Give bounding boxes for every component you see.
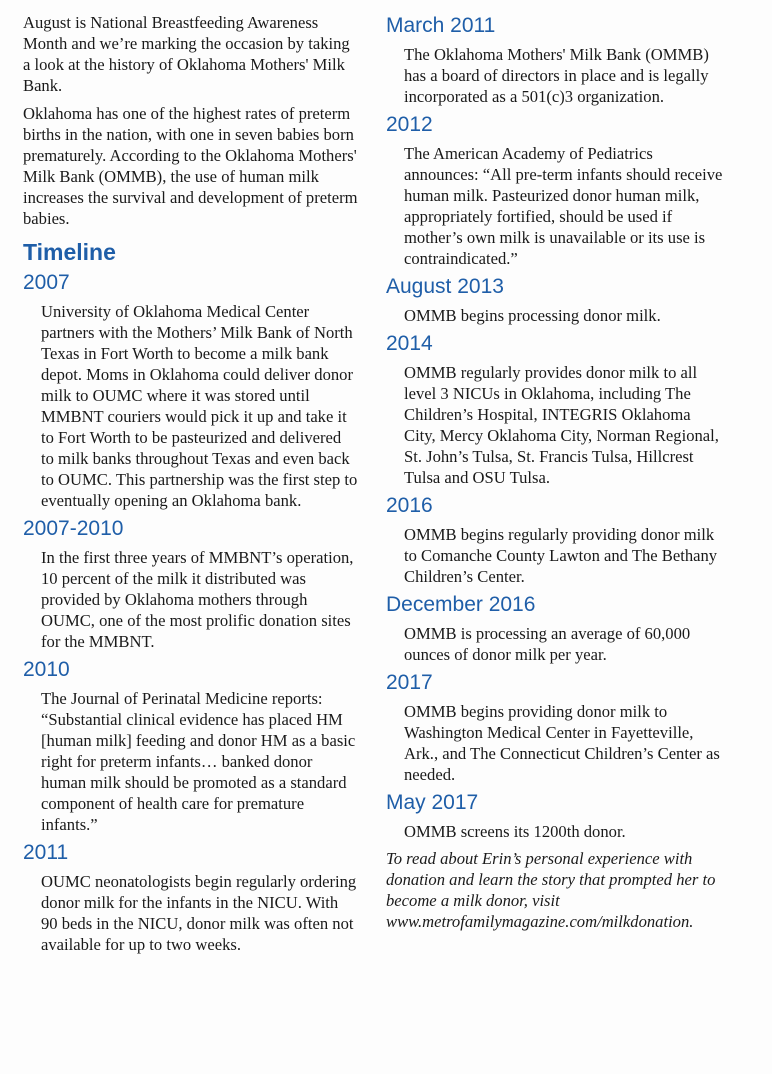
timeline-year: 2017 bbox=[386, 671, 433, 694]
timeline-entry: In the first three years of MMBNT’s operation, 10 percent of the milk it distributed was provided by Oklahoma mothers through OUMC, one of the most prolific donation sites for the MMBNT. bbox=[41, 548, 354, 651]
timeline-heading: Timeline bbox=[23, 239, 116, 265]
timeline-entry: OMMB begins providing donor milk to Washington Medical Center in Fayetteville, Ark., and The Connecticut Children’s Center as needed. bbox=[404, 702, 720, 784]
timeline-year: 2011 bbox=[23, 841, 69, 864]
timeline-entry: OMMB begins processing donor milk. bbox=[404, 306, 661, 325]
right-column bbox=[386, 12, 726, 932]
timeline-entry: The American Academy of Pediatrics announces: “All pre-term infants should receive human milk. Pasteurized donor human milk, appropriately fortified, should be used if mother’s own milk is unavailable or its use is contraindicated.” bbox=[404, 144, 723, 268]
intro-paragraph-2: Oklahoma has one of the highest rates of preterm births in the nation, with one in seven babies born prematurely. According to the Oklahoma Mothers' Milk Bank (OMMB), the use of human milk increases the survival and development of preterm babies. bbox=[23, 104, 358, 228]
timeline-year: 2016 bbox=[386, 494, 433, 517]
left-column bbox=[23, 12, 358, 959]
timeline-year: 2012 bbox=[386, 113, 433, 136]
timeline-year: 2010 bbox=[23, 658, 70, 681]
timeline-entry: OMMB screens its 1200th donor. bbox=[404, 822, 626, 841]
timeline-entry: OMMB begins regularly providing donor milk to Comanche County Lawton and The Bethany Children’s Center. bbox=[404, 525, 718, 586]
timeline-year: 2007-2010 bbox=[23, 517, 124, 540]
closing-note: To read about Erin’s personal experience with donation and learn the story that prompted her to become a milk donor, visit www.metrofamilymagazine.com/milkdonation. bbox=[386, 849, 716, 931]
timeline-year: May 2017 bbox=[386, 791, 479, 814]
intro-paragraph-1: August is National Breastfeeding Awareness Month and we’re marking the occasion by taking a look at the history of Oklahoma Mothers' Milk Bank. bbox=[23, 13, 350, 95]
timeline-entry: OMMB regularly provides donor milk to all level 3 NICUs in Oklahoma, including The Children’s Hospital, INTEGRIS Oklahoma City, Mercy Oklahoma City, Norman Regional, St. John’s Tulsa, St. Francis Tulsa, Hillcrest Tulsa and OSU Tulsa. bbox=[404, 363, 719, 487]
timeline-entry: OUMC neonatologists begin regularly ordering donor milk for the infants in the NICU. With 90 beds in the NICU, donor milk was often not available for up to two weeks. bbox=[41, 872, 357, 954]
timeline-year: August 2013 bbox=[386, 275, 504, 298]
timeline-entry: University of Oklahoma Medical Center partners with the Mothers’ Milk Bank of North Texas in Fort Worth to become a milk bank depot. Moms in Oklahoma could deliver donor milk to OUMC where it was stored until MMBNT couriers would pick it up and take it to Fort Worth to be pasteurized and delivered to milk banks throughout Texas and even back to OUMC. This partnership was the first step to eventually opening an Oklahoma bank. bbox=[41, 302, 358, 510]
timeline-entry: OMMB is processing an average of 60,000 ounces of donor milk per year. bbox=[404, 624, 691, 664]
timeline-year: 2007 bbox=[23, 271, 70, 294]
timeline-year: March 2011 bbox=[386, 14, 496, 37]
timeline-year: December 2016 bbox=[386, 593, 536, 616]
timeline-entry: The Journal of Perinatal Medicine reports: “Substantial clinical evidence has placed HM [human milk] feeding and donor HM as a basic right for preterm infants… banked donor human milk should be promoted as a standard component of health care for premature infants.” bbox=[41, 689, 356, 834]
timeline-entry: The Oklahoma Mothers' Milk Bank (OMMB) has a board of directors in place and is legally incorporated as a 501(c)3 organization. bbox=[404, 45, 709, 106]
timeline-year: 2014 bbox=[386, 332, 433, 355]
